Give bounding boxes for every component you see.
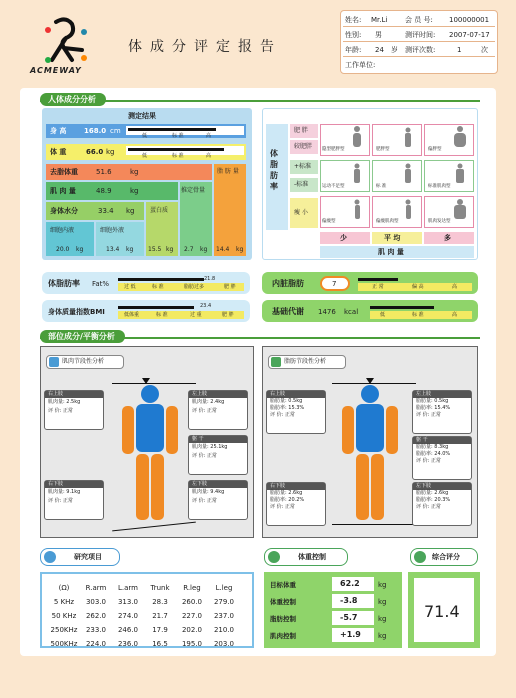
seg-label: 评 价:: [192, 498, 206, 504]
wc-label: 目标体重: [270, 581, 296, 589]
seg-box-title: 左下肢: [413, 483, 471, 490]
table-header-cell: R.leg: [183, 584, 201, 592]
fat-rate-scale-0: 过 低: [124, 284, 136, 290]
seg-label: 评 价:: [270, 412, 284, 418]
seg-label: 脂肪率:: [416, 497, 433, 503]
extra-value: 13.4: [106, 246, 120, 253]
count-value: 1: [457, 46, 462, 54]
col-low-label: 少: [340, 234, 347, 242]
body-figures: [320, 124, 476, 228]
seg-value: 24.0%: [434, 451, 451, 457]
muscle-seg-box: [44, 390, 104, 430]
page-title: 体成分评定报告: [128, 39, 282, 55]
seg-label: 评 价:: [192, 408, 206, 414]
seg-box-title: 右下肢: [267, 483, 325, 490]
muscle-seg-box: [188, 480, 248, 520]
seg-value: 正常: [62, 498, 73, 504]
research-title: 研究项目: [74, 553, 102, 561]
balance-line-top: [112, 383, 196, 384]
intra-value: 20.0: [56, 246, 70, 253]
research-icon: [44, 551, 56, 563]
seg-label: 脂肪量:: [270, 398, 287, 404]
fat-column: [214, 164, 246, 256]
count-unit: 次: [481, 46, 488, 54]
body-type-cell-label: 偏瘦型: [322, 219, 336, 224]
col-title: 肌 肉 量: [378, 248, 404, 256]
body-type-axis-label: 体脂肪率: [270, 149, 278, 191]
protein-value: 15.5: [148, 246, 162, 253]
body-type-cell-label: 标准肌肉型: [428, 184, 451, 189]
wc-unit: kg: [378, 632, 387, 640]
muscle-icon: [49, 357, 59, 367]
bmr-unit: kcal: [344, 308, 359, 316]
seg-value: 0.5kg: [288, 398, 303, 404]
wc-label: 脂肪控制: [270, 615, 296, 623]
table-cell: 233.0: [85, 626, 107, 634]
table-header-cell: Trunk: [150, 584, 170, 592]
bmi-scale-0: 低体重: [124, 312, 140, 318]
visceral-scale-1: 偏 高: [412, 284, 424, 290]
fat-rate-scale-2: 脂肪过多: [184, 284, 205, 290]
age-unit: 岁: [391, 46, 398, 54]
name-label: 姓名:: [345, 16, 362, 24]
bmr-label: 基础代谢: [272, 307, 304, 316]
wc-value: +1.9: [340, 630, 361, 639]
fat-rate-bar: [118, 278, 204, 281]
body-icon: [122, 385, 178, 520]
seg-box-title: 躯 干: [189, 436, 247, 443]
bmi-scale-2: 过 重: [190, 312, 202, 318]
muscle-seg-box: [188, 390, 248, 430]
divider: [343, 26, 495, 27]
member-value: 100000001: [449, 16, 490, 24]
seg-value: 15.3%: [288, 405, 305, 411]
muscle-unit: kg: [130, 187, 139, 195]
seg-value: 2.6kg: [288, 490, 303, 496]
row-label-text: 肥 胖: [294, 127, 308, 134]
seg-value: 20.3%: [434, 497, 451, 503]
table-cell: 250KHz: [50, 626, 78, 634]
measure-title: 测定结果: [128, 112, 156, 120]
visceral-scale-0: 正 常: [372, 284, 384, 290]
table-cell: 21.7: [152, 612, 168, 620]
member-label: 会 员 号:: [405, 16, 433, 24]
table-cell: 195.0: [181, 640, 203, 648]
weight-value: 66.0: [86, 148, 104, 156]
bmi-value: 23.4: [200, 303, 212, 309]
age-value: 24: [375, 46, 384, 54]
fat-seg-box: [412, 482, 472, 526]
seg-value: 2.4kg: [210, 399, 225, 405]
body-type-cell-label: 肥胖型: [376, 147, 390, 152]
info-card: [340, 10, 498, 74]
scale-std: 标 准: [172, 153, 184, 159]
protein-unit: kg: [166, 246, 174, 253]
body-type-cell-label: 隐型肥胖型: [322, 147, 345, 152]
seg-label: 评 价:: [48, 408, 62, 414]
seg-label: 肌肉量:: [48, 489, 65, 495]
height-value: 168.0: [84, 127, 107, 135]
scale-low: 低: [142, 153, 148, 159]
table-row: [48, 609, 240, 623]
seg-label: 肌肉量:: [48, 399, 65, 405]
table-cell: 279.0: [213, 598, 235, 606]
fat-seg-box: [412, 436, 472, 480]
height-label: 身 高: [50, 127, 67, 135]
table-header-cell: L.arm: [118, 584, 138, 592]
table-header-cell: R.arm: [85, 584, 107, 592]
wc-unit: kg: [378, 581, 387, 589]
table-cell: 262.0: [85, 612, 107, 620]
table-cell: 5 KHz: [53, 598, 75, 606]
seg-value: 2.6kg: [434, 490, 449, 496]
table-header-cell: (Ω): [58, 584, 70, 592]
fat-rate-unit: Fat%: [92, 280, 110, 288]
weight-control-icon: [268, 551, 280, 563]
divider: [343, 41, 495, 42]
muscle-body-figure: [110, 380, 190, 526]
fat-value: 14.4: [216, 246, 230, 253]
visceral-label: 内脏脂肪: [272, 279, 304, 288]
fat-free-unit: kg: [130, 168, 139, 176]
figure-icon: [353, 126, 466, 219]
seg-label: 评 价:: [416, 504, 430, 510]
water-value: 33.4: [98, 207, 114, 215]
seg-value: 15.4%: [434, 405, 451, 411]
seg-label: 脂肪率:: [270, 405, 287, 411]
seg-value: 25.1kg: [210, 444, 228, 450]
wc-unit: kg: [378, 615, 387, 623]
body-type-cell-label: 运动不足型: [322, 184, 345, 189]
bmr-bar: [370, 306, 434, 309]
seg-value: 正常: [430, 504, 441, 510]
seg-value: 9.1kg: [66, 489, 81, 495]
muscle-value: 48.9: [96, 187, 112, 195]
table-cell: 203.0: [213, 640, 235, 648]
water-unit: kg: [126, 207, 135, 215]
wc-label: 肌肉控制: [270, 632, 296, 640]
wc-value: -5.7: [340, 613, 358, 622]
seg-value: 正常: [62, 408, 73, 414]
visceral-bar: [358, 278, 398, 281]
logo-text: ACMEWAY: [30, 66, 82, 75]
table-cell: 236.0: [117, 640, 139, 648]
table-cell: 500KHz: [50, 640, 78, 648]
bmi-bar: [118, 306, 194, 309]
bmr-scale-1: 标 准: [412, 312, 424, 318]
age-label: 年龄:: [345, 46, 362, 54]
bmi-label: 身体质量指数BMI: [48, 308, 105, 316]
table-cell: 28.3: [152, 598, 168, 606]
table-cell: 50 KHz: [51, 612, 77, 620]
height-unit: cm: [110, 127, 121, 135]
bmr-value: 1476: [318, 308, 336, 316]
table-cell: 227.0: [181, 612, 203, 620]
visceral-scale-2: 高: [452, 284, 458, 290]
wc-label: 体重控制: [270, 598, 296, 606]
muscle-seg-box: [188, 435, 248, 475]
seg-box-title: 左上肢: [189, 391, 247, 398]
table-cell: 246.0: [117, 626, 139, 634]
seg-label: 脂肪量:: [416, 490, 433, 496]
gender-label: 性别:: [345, 31, 362, 39]
body-type-cell-label: 肌肉发达型: [428, 219, 451, 224]
fat-free-value: 51.6: [96, 168, 112, 176]
fat-seg-box: [266, 390, 326, 434]
seg-label: 肌肉量:: [192, 444, 209, 450]
count-label: 测评次数:: [405, 46, 436, 54]
table-cell: 16.5: [152, 640, 168, 648]
bmi-scale-1: 标 准: [156, 312, 168, 318]
water-label: 身体水分: [50, 207, 78, 215]
seg-box-title: 左上肢: [413, 391, 471, 398]
section-title-segment: 部位成分/平衡分析: [40, 330, 125, 343]
table-cell: 260.0: [181, 598, 203, 606]
extra-label: 细胞外液: [100, 227, 125, 234]
seg-box-title: 右上肢: [45, 391, 103, 398]
visceral-value: 7: [332, 280, 337, 288]
seg-label: 脂肪率:: [416, 451, 433, 457]
row-label-text: -标准: [294, 181, 309, 188]
seg-value: 0.5kg: [434, 398, 449, 404]
muscle-seg-box: [44, 480, 104, 520]
balance-line-top: [332, 383, 416, 384]
seg-label: 脂肪量:: [416, 398, 433, 404]
muscle-label: 肌 肉 量: [50, 187, 76, 195]
extra-unit: kg: [126, 246, 134, 253]
body-icon: [342, 385, 398, 520]
seg-label: 脂肪量:: [416, 444, 433, 450]
scale-high: 高: [206, 153, 212, 159]
scale-low: 低: [142, 133, 148, 139]
table-cell: 274.0: [117, 612, 139, 620]
scale-std: 标 准: [172, 133, 184, 139]
score-title: 综合评分: [432, 553, 460, 561]
table-row: [48, 637, 240, 651]
section-title-body-comp: 人体成分分析: [40, 93, 106, 106]
table-cell: 224.0: [85, 640, 107, 648]
table-cell: 237.0: [213, 612, 235, 620]
bone-value: 2.7: [184, 246, 194, 253]
seg-value: 20.2%: [288, 497, 305, 503]
wc-value: -3.8: [340, 596, 358, 605]
col-avg-label: 平 均: [384, 234, 401, 242]
table-cell: 202.0: [181, 626, 203, 634]
weight-unit: kg: [106, 148, 115, 156]
bmi-scale-3: 肥 胖: [222, 312, 234, 318]
impedance-table: [48, 581, 240, 651]
section-line: [40, 100, 480, 102]
seg-value: 正常: [284, 504, 295, 510]
seg-value: 正常: [206, 498, 217, 504]
weight-bar: [128, 148, 224, 151]
divider: [343, 56, 495, 57]
seg-label: 评 价:: [416, 412, 430, 418]
table-row: [48, 595, 240, 609]
fat-body-figure: [330, 380, 410, 526]
table-header-row: [48, 581, 240, 595]
body-type-cell-label: 偏瘦肌肉型: [376, 219, 399, 224]
seg-box-title: 躯 干: [413, 437, 471, 444]
fat-rate-label: 体脂肪率: [48, 279, 80, 288]
row-label-text: +标准: [294, 163, 312, 170]
intra-unit: kg: [76, 246, 84, 253]
table-cell: 313.0: [117, 598, 139, 606]
row-label-text: 瘦 小: [294, 209, 308, 216]
row-label-text: 较肥胖: [294, 143, 313, 150]
scale-high: 高: [206, 133, 212, 139]
seg-label: 肌肉量:: [192, 489, 209, 495]
work-label: 工作单位:: [345, 61, 376, 69]
table-cell: 17.9: [152, 626, 168, 634]
fat-label: 脂 肪 量: [217, 168, 239, 175]
table-cell: 303.0: [85, 598, 107, 606]
fat-rate-scale-1: 标 准: [152, 284, 164, 290]
seg-label: 评 价:: [48, 498, 62, 504]
table-row: [48, 623, 240, 637]
gender-value: 男: [375, 31, 382, 39]
seg-value: 9.4kg: [210, 489, 225, 495]
seg-box-title: 右上肢: [267, 391, 325, 398]
seg-value: 正常: [284, 412, 295, 418]
wc-unit: kg: [378, 598, 387, 606]
muscle-seg-title: 肌肉节段性分析: [62, 358, 105, 365]
seg-label: 脂肪量:: [270, 490, 287, 496]
table-header-cell: L.leg: [215, 584, 233, 592]
wc-value: 62.2: [340, 579, 360, 588]
seg-value: 8.3kg: [434, 444, 449, 450]
bone-label: 推定骨量: [181, 187, 206, 194]
seg-label: 脂肪率:: [416, 405, 433, 411]
bmr-scale-0: 低: [380, 312, 386, 318]
date-value: 2007-07-17: [449, 31, 490, 39]
fat-seg-box: [412, 390, 472, 434]
body-type-cell-label: 标 准: [376, 184, 387, 189]
bone-unit: kg: [200, 246, 208, 253]
table-cell: 210.0: [213, 626, 235, 634]
seg-value: 正常: [206, 408, 217, 414]
balance-line-bottom: [332, 524, 416, 525]
weight-label: 体 重: [50, 148, 67, 156]
seg-label: 评 价:: [270, 504, 284, 510]
date-label: 测评时间:: [405, 31, 436, 39]
score-value: 71.4: [424, 602, 460, 621]
seg-label: 脂肪率:: [270, 497, 287, 503]
col-high-label: 多: [444, 234, 451, 242]
bmr-scale-2: 高: [452, 312, 458, 318]
fat-rate-value: 21.8: [204, 276, 216, 282]
seg-label: 肌肉量:: [192, 399, 209, 405]
seg-value: 正常: [430, 458, 441, 464]
fat-free-label: 去脂体重: [50, 168, 78, 176]
height-bar: [128, 128, 216, 131]
weight-control-title: 体重控制: [298, 553, 326, 561]
score-icon: [414, 551, 426, 563]
seg-box-title: 右下肢: [45, 481, 103, 488]
fat-seg-box: [266, 482, 326, 526]
fat-seg-title: 脂肪节段性分析: [284, 358, 327, 365]
protein-label: 蛋白质: [150, 207, 169, 214]
body-type-cell-label: 偏胖型: [428, 147, 442, 152]
seg-value: 正常: [206, 453, 217, 459]
fat-rate-scale-3: 肥 胖: [224, 284, 236, 290]
intra-label: 细胞内液: [50, 227, 75, 234]
seg-value: 2.5kg: [66, 399, 81, 405]
fat-icon: [271, 357, 281, 367]
seg-label: 评 价:: [192, 453, 206, 459]
fat-unit: kg: [236, 246, 244, 253]
seg-value: 正常: [430, 412, 441, 418]
seg-label: 评 价:: [416, 458, 430, 464]
seg-box-title: 左下肢: [189, 481, 247, 488]
name-value: Mr.Li: [371, 16, 388, 24]
